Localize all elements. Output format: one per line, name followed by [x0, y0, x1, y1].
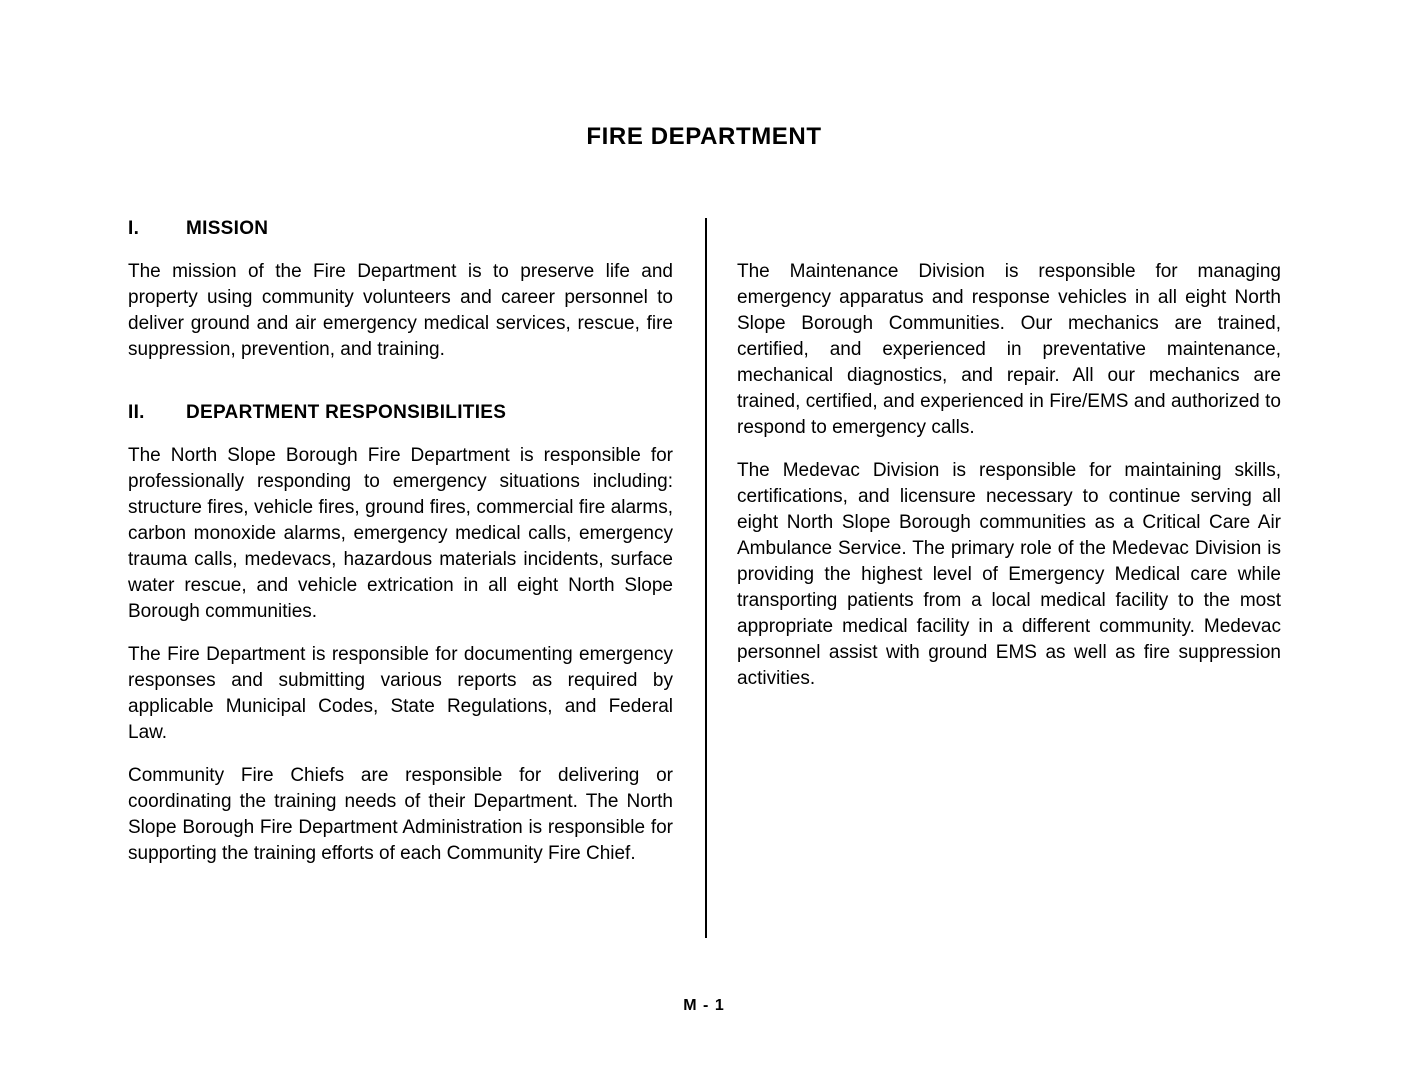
section-mission-title: MISSION: [186, 218, 269, 239]
right-column: [737, 259, 1281, 692]
section-responsibilities-title: DEPARTMENT RESPONSIBILITIES: [186, 402, 507, 423]
medevac-division-paragraph: The Medevac Division is responsible for maintaining skills, certifications, and licensure necessary to continue serving all eight North Slope Borough communities as a Critical Care Air Ambulance Service. The primary role of the Medevac Division is providing the highest level of Emergency Medical care while transporting patients from a local medical facility to the most appropriate medical facility in a different community. Medevac personnel assist with ground EMS as well as fire suppression activities.: [737, 460, 1281, 689]
section-heading-mission: [128, 216, 673, 242]
page-number: M - 1: [683, 997, 725, 1014]
section-mission-number: I.: [128, 218, 140, 239]
left-column: [128, 216, 673, 867]
responsibilities-paragraph-1: The North Slope Borough Fire Department is responsible for professionally responding to emergency situations including: structure fires, vehicle fires, ground fires, commercial fire alarms, carbon monoxide alarms, emergency medical calls, emergency trauma calls, medevacs, hazardous materials incidents, surface water rescue, and vehicle extrication in all eight North Slope Borough communities.: [128, 445, 673, 622]
section-heading-responsibilities: [128, 400, 673, 426]
mission-paragraph: The mission of the Fire Department is to preserve life and property using community volunteers and career personnel to deliver ground and air emergency medical services, rescue, fire suppression, prevention, and training.: [128, 261, 673, 360]
maintenance-division-paragraph: The Maintenance Division is responsible for managing emergency apparatus and response vehicles in all eight North Slope Borough Communities. Our mechanics are trained, certified, and experienced in preventative maintenance, mechanical diagnostics, and repair. All our mechanics are trained, certified, and experienced in Fire/EMS and authorized to respond to emergency calls.: [737, 261, 1281, 438]
responsibilities-paragraph-3: Community Fire Chiefs are responsible for delivering or coordinating the training needs of their Department. The North Slope Borough Fire Department Administration is responsible for supporting the training efforts of each Community Fire Chief.: [128, 765, 673, 864]
section-responsibilities-number: II.: [128, 402, 145, 423]
responsibilities-paragraph-2: The Fire Department is responsible for documenting emergency responses and submitting various reports as required by applicable Municipal Codes, State Regulations, and Federal Law.: [128, 644, 673, 743]
column-divider-rule: [705, 218, 707, 938]
page-title: FIRE DEPARTMENT: [586, 123, 822, 150]
